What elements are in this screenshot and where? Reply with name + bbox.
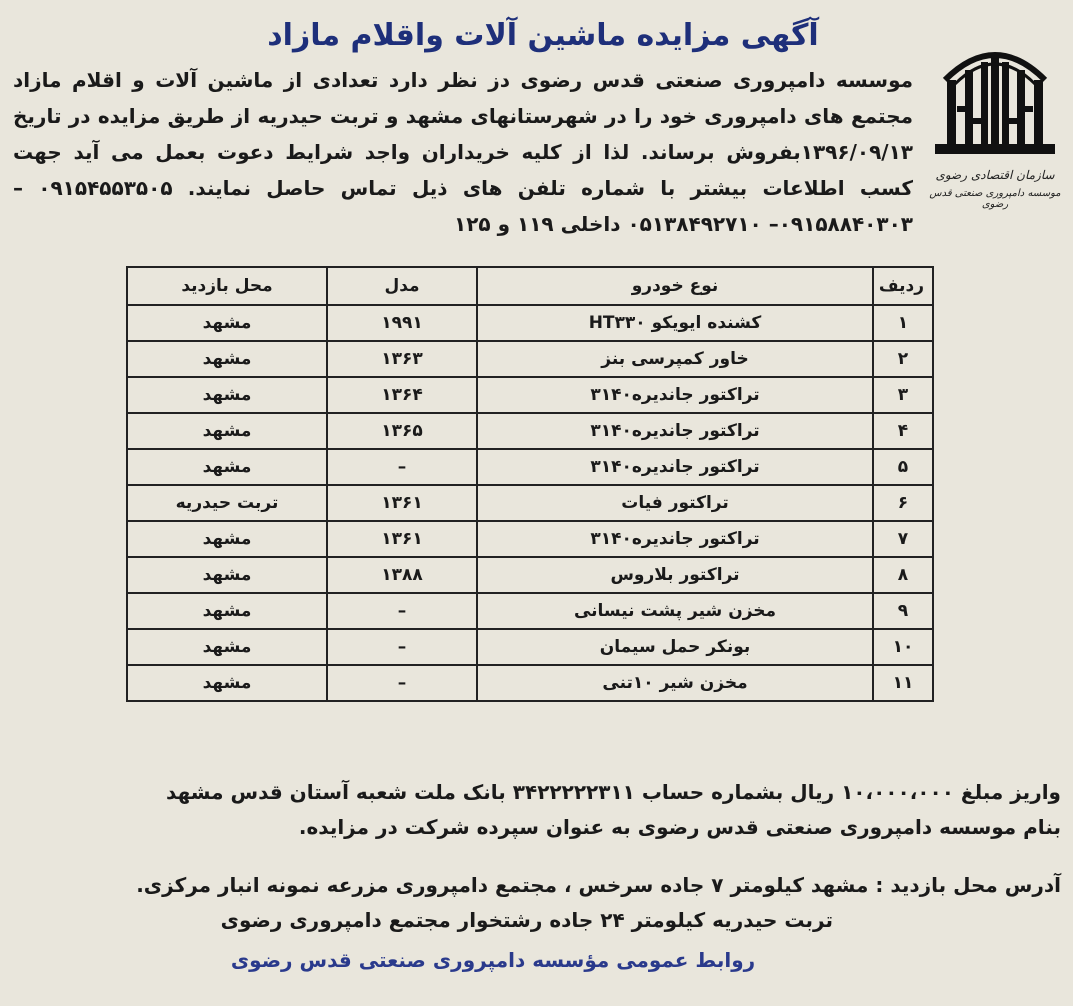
cell-model: ۱۳۶۱ — [327, 485, 477, 521]
table-row — [127, 449, 933, 485]
cell-model: – — [327, 593, 477, 629]
deposit-line-1: واریز مبلغ ۱۰،۰۰۰،۰۰۰ ریال بشماره حساب ۳۴۲۲۲۲۲۳۱۱ بانک ملت شعبه آستان قدس مشهد — [166, 780, 1061, 804]
cell-row-number: ۵ — [873, 449, 933, 485]
logo-caption-org: سازمان اقتصادی رضوی — [935, 168, 1055, 182]
cell-vehicle-type: مخزن شیر پشت نیسانی — [477, 593, 873, 629]
address-line-1: آدرس محل بازدید : مشهد کیلومتر ۷ جاده سرخس ، مجتمع دامپروری مزرعه نمونه انبار مرکزی. — [136, 873, 1061, 897]
cell-model: ۱۳۶۴ — [327, 377, 477, 413]
table-row — [127, 665, 933, 701]
cell-model: ۱۳۸۸ — [327, 557, 477, 593]
notice-title: آگهی مزایده ماشین آلات واقلام مازاد — [267, 18, 819, 53]
cell-row-number: ۸ — [873, 557, 933, 593]
cell-visit-place: تربت حیدریه — [127, 485, 327, 521]
table-row — [127, 557, 933, 593]
cell-row-number: ۳ — [873, 377, 933, 413]
cell-vehicle-type: کشنده ایویکو HT۳۳۰ — [477, 305, 873, 341]
table-row — [127, 341, 933, 377]
address-line-2: تربت حیدریه کیلومتر ۲۴ جاده رشتخوار مجتمع دامپروری رضوی — [220, 908, 833, 932]
cell-visit-place: مشهد — [127, 521, 327, 557]
cell-row-number: ۱ — [873, 305, 933, 341]
cell-vehicle-type: تراکتور جاندیره۳۱۴۰ — [477, 521, 873, 557]
table-row — [127, 413, 933, 449]
cell-model: ۱۳۶۵ — [327, 413, 477, 449]
cell-row-number: ۹ — [873, 593, 933, 629]
vehicles-table — [126, 266, 934, 702]
cell-visit-place: مشهد — [127, 665, 327, 701]
cell-visit-place: مشهد — [127, 629, 327, 665]
cell-row-number: ۱۱ — [873, 665, 933, 701]
cell-visit-place: مشهد — [127, 305, 327, 341]
cell-visit-place: مشهد — [127, 413, 327, 449]
header-model: مدل — [327, 267, 477, 305]
cell-vehicle-type: بونکر حمل سیمان — [477, 629, 873, 665]
cell-visit-place: مشهد — [127, 377, 327, 413]
astan-quds-emblem-icon — [925, 40, 1065, 165]
table-row — [127, 629, 933, 665]
cell-model: – — [327, 629, 477, 665]
cell-model: ۱۳۶۳ — [327, 341, 477, 377]
cell-row-number: ۲ — [873, 341, 933, 377]
cell-vehicle-type: تراکتور جاندیره۳۱۴۰ — [477, 413, 873, 449]
intro-paragraph: موسسه دامپروری صنعتی قدس رضوی دز نظر دارد تعدادی از ماشین آلات و اقلام مازاد مجتمع های دامپروری خود را در شهرستانهای مشهد و تربت حیدریه از طریق مزایده در تاریخ ۱۳۹۶/۰۹/۱۳بفروش برساند. لذا از کلیه خریداران واجد شرایط دعوت بعمل می آید جهت کسب اطلاعات بیشتر با شماره تلفن های ذیل تماس حاصل نمایند. ۰۹۱۵۴۵۵۳۵۰۵ – ۰۹۱۵۸۸۴۰۳۰۳– ۰۵۱۳۸۴۹۲۷۱۰ داخلی ۱۱۹ و ۱۲۵ — [13, 68, 913, 236]
cell-vehicle-type: تراکتور جاندیره۳۱۴۰ — [477, 377, 873, 413]
header-visit-place: محل بازدید — [127, 267, 327, 305]
vehicles-table-wrapper — [128, 266, 934, 702]
cell-row-number: ۴ — [873, 413, 933, 449]
cell-row-number: ۷ — [873, 521, 933, 557]
cell-visit-place: مشهد — [127, 593, 327, 629]
cell-model: ۱۹۹۱ — [327, 305, 477, 341]
logo-caption-company: موسسه دامپروری صنعتی قدس رضوی — [929, 188, 1061, 210]
organization-logo — [925, 40, 1065, 225]
cell-visit-place: مشهد — [127, 449, 327, 485]
cell-row-number: ۱۰ — [873, 629, 933, 665]
cell-vehicle-type: خاور کمپرسی بنز — [477, 341, 873, 377]
table-row — [127, 593, 933, 629]
cell-model: ۱۳۶۱ — [327, 521, 477, 557]
header-vehicle-type: نوع خودرو — [477, 267, 873, 305]
cell-visit-place: مشهد — [127, 341, 327, 377]
public-relations-signature: روابط عمومی مؤسسه دامپروری صنعتی قدس رضوی — [230, 948, 756, 972]
cell-vehicle-type: تراکتور جاندیره۳۱۴۰ — [477, 449, 873, 485]
cell-vehicle-type: تراکتور فیات — [477, 485, 873, 521]
table-row — [127, 521, 933, 557]
header-row-number: ردیف — [873, 267, 933, 305]
table-header-row — [127, 267, 933, 305]
cell-vehicle-type: مخزن شیر ۱۰تنی — [477, 665, 873, 701]
cell-visit-place: مشهد — [127, 557, 327, 593]
cell-vehicle-type: تراکتور بلاروس — [477, 557, 873, 593]
table-row — [127, 377, 933, 413]
cell-model: – — [327, 449, 477, 485]
cell-model: – — [327, 665, 477, 701]
table-row — [127, 305, 933, 341]
table-row — [127, 485, 933, 521]
cell-row-number: ۶ — [873, 485, 933, 521]
deposit-line-2: بنام موسسه دامپروری صنعتی قدس رضوی به عنوان سپرده شرکت در مزایده. — [298, 815, 1061, 839]
